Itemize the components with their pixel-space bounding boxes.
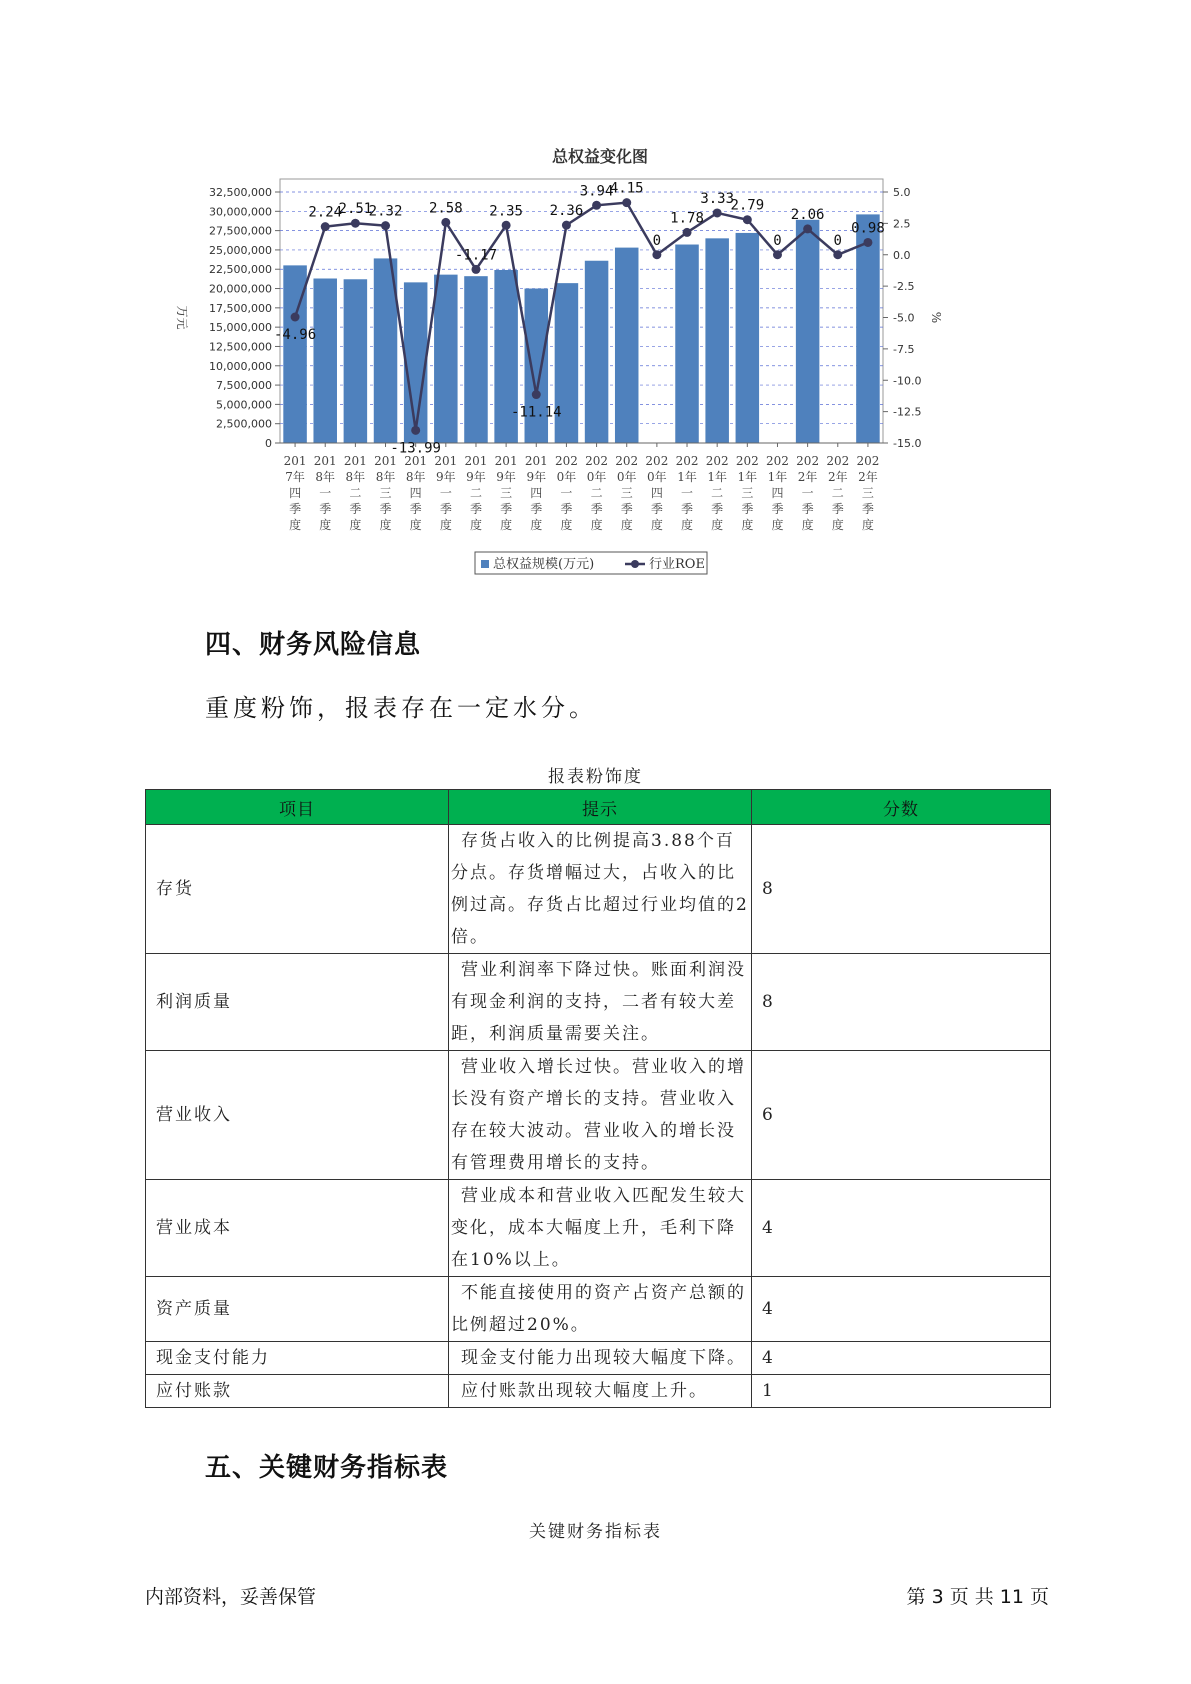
- y-right-tick-label: 2.5: [893, 217, 911, 231]
- x-tick-label: 201: [343, 454, 367, 468]
- risk-table: [145, 789, 1051, 1408]
- x-tick-label: 度: [590, 518, 603, 532]
- key-metrics-caption: 关键财务指标表: [529, 1522, 662, 1542]
- bar: [404, 282, 428, 443]
- roe-data-label: 2.35: [489, 203, 523, 220]
- bar: [313, 278, 337, 443]
- x-tick-label: 9年: [496, 470, 516, 484]
- x-tick-label: 201: [313, 454, 337, 468]
- roe-data-label: 4.15: [609, 180, 644, 197]
- x-tick-label: 9年: [526, 470, 547, 484]
- x-tick-label: 一: [801, 486, 814, 500]
- bar: [736, 233, 760, 443]
- x-tick-label: 202: [675, 454, 699, 468]
- roe-point: [562, 221, 571, 230]
- y-right-tick-label: 5.0: [893, 186, 911, 199]
- roe-data-label: -1.17: [454, 247, 498, 264]
- bar: [434, 275, 458, 443]
- roe-data-label: 2.06: [790, 206, 825, 223]
- y-right-axis-label: %: [929, 311, 943, 324]
- x-tick-label: 四: [409, 486, 422, 500]
- x-tick-label: 202: [796, 454, 820, 468]
- x-tick-label: 三: [861, 486, 874, 500]
- x-tick-label: 三: [500, 486, 513, 500]
- x-tick-label: 季: [711, 502, 724, 516]
- y-left-tick-label: 27,500,000: [209, 224, 272, 238]
- x-tick-label: 三: [379, 486, 392, 500]
- row-score: 1: [752, 1375, 1051, 1408]
- y-left-tick-label: 30,000,000: [209, 205, 272, 219]
- y-right-tick-label: -7.5: [893, 342, 915, 356]
- y-left-tick-label: 10,000,000: [209, 359, 272, 373]
- roe-data-label: 0: [773, 232, 782, 249]
- table-row: [146, 1375, 1051, 1408]
- x-tick-label: 度: [711, 518, 724, 532]
- legend-bar-swatch: [481, 560, 489, 568]
- row-item: 营业成本: [146, 1180, 449, 1277]
- y-right-tick-label: -12.5: [893, 405, 922, 419]
- row-item: 营业收入: [146, 1051, 449, 1180]
- legend-line-label: 行业ROE: [649, 557, 705, 572]
- y-left-tick-label: 17,500,000: [209, 301, 272, 315]
- x-tick-label: 度: [560, 518, 573, 532]
- bar: [705, 238, 729, 443]
- chart-svg: [170, 140, 1020, 595]
- x-tick-label: 二: [469, 486, 482, 500]
- x-tick-label: 201: [374, 454, 397, 468]
- section5-heading: 五、关键财务指标表: [205, 1453, 449, 1483]
- x-tick-label: 季: [560, 502, 573, 516]
- x-tick-label: 度: [349, 518, 362, 532]
- roe-data-label: 0.98: [851, 220, 885, 237]
- roe-point: [411, 426, 420, 435]
- x-tick-label: 二: [711, 486, 724, 500]
- legend-bar-label: 总权益规模(万元): [493, 557, 595, 572]
- y-left-tick-label: 12,500,000: [209, 340, 272, 354]
- legend-line-marker: [631, 560, 639, 568]
- roe-data-label: 3.94: [579, 183, 614, 200]
- x-tick-label: 度: [861, 518, 874, 532]
- x-tick-label: 202: [554, 454, 578, 468]
- row-tip: 存货占收入的比例提高3.88个百分点。存货增幅过大，占收入的比例过高。存货占比超过行业均值的2倍。: [449, 825, 752, 954]
- x-tick-label: 202: [705, 454, 729, 468]
- x-tick-label: 季: [771, 502, 784, 516]
- roe-data-label: 3.33: [700, 190, 735, 207]
- row-item: 资产质量: [146, 1277, 449, 1342]
- x-tick-label: 0年: [556, 470, 577, 484]
- roe-point: [833, 250, 842, 259]
- x-tick-label: 2年: [827, 470, 848, 484]
- x-tick-label: 8年: [375, 470, 396, 484]
- x-tick-label: 8年: [405, 470, 426, 484]
- x-tick-label: 一: [681, 486, 694, 500]
- x-tick-label: 一: [319, 486, 332, 500]
- roe-point: [532, 390, 541, 399]
- roe-data-label: 2.32: [368, 203, 403, 220]
- x-tick-label: 0年: [586, 470, 607, 484]
- x-tick-label: 季: [590, 502, 603, 516]
- roe-data-label: -13.99: [390, 440, 441, 457]
- row-score: 8: [752, 825, 1051, 954]
- row-tip: 营业成本和营业收入匹配发生较大变化，成本大幅度上升，毛利下降在10%以上。: [449, 1180, 752, 1277]
- y-right-tick-label: 0.0: [893, 248, 911, 262]
- row-item: 应付账款: [146, 1375, 449, 1408]
- y-right-tick-label: -10.0: [893, 374, 922, 388]
- x-tick-label: 季: [469, 502, 482, 516]
- x-tick-label: 季: [801, 502, 814, 516]
- section4-summary: 重度粉饰，报表存在一定水分。: [205, 694, 597, 722]
- y-left-axis-label: 万元: [175, 305, 189, 330]
- risk-table-header-row: [146, 790, 1051, 825]
- x-tick-label: 度: [801, 518, 814, 532]
- roe-data-label: 2.36: [549, 203, 584, 220]
- roe-data-label: 1.78: [670, 210, 704, 227]
- risk-table-caption: 报表粉饰度: [548, 767, 643, 787]
- x-tick-label: 季: [349, 502, 362, 516]
- roe-data-label: 2.51: [338, 201, 373, 218]
- y-left-tick-label: 0: [265, 437, 272, 450]
- x-tick-label: 201: [404, 454, 428, 468]
- x-tick-label: 度: [741, 518, 754, 532]
- header-score: 分数: [752, 790, 1051, 825]
- row-score: 6: [752, 1051, 1051, 1180]
- x-tick-label: 二: [590, 486, 603, 500]
- x-tick-label: 度: [439, 518, 452, 532]
- roe-point: [351, 219, 360, 228]
- roe-data-label: -11.14: [510, 404, 562, 421]
- row-item: 存货: [146, 825, 449, 954]
- bar: [796, 220, 820, 443]
- x-tick-label: 度: [620, 518, 633, 532]
- footer-confidential: 内部资料，妥善保管: [145, 1586, 317, 1608]
- roe-point: [652, 250, 661, 259]
- row-tip: 应付账款出现较大幅度上升。: [449, 1375, 752, 1408]
- x-tick-label: 9年: [436, 470, 456, 484]
- y-right-tick-label: -5.0: [893, 311, 915, 325]
- x-tick-label: 0年: [647, 470, 667, 484]
- section4-heading: 四、财务风险信息: [205, 630, 422, 660]
- x-tick-label: 季: [681, 502, 694, 516]
- roe-point: [291, 312, 300, 321]
- header-tip: 提示: [449, 790, 752, 825]
- x-tick-label: 季: [530, 502, 543, 516]
- bar: [344, 279, 368, 443]
- x-tick-label: 202: [856, 454, 880, 468]
- y-right-tick-label: -2.5: [893, 280, 915, 294]
- x-tick-label: 季: [379, 502, 392, 516]
- x-tick-label: 季: [289, 502, 302, 516]
- x-tick-label: 度: [379, 518, 392, 532]
- x-tick-label: 201: [464, 454, 488, 468]
- x-tick-label: 8年: [345, 470, 366, 484]
- x-tick-label: 四: [650, 486, 663, 500]
- table-row: [146, 954, 1051, 1051]
- x-tick-label: 季: [831, 502, 844, 516]
- bar: [585, 261, 609, 443]
- x-tick-label: 度: [469, 518, 482, 532]
- x-tick-label: 二: [831, 486, 844, 500]
- row-score: 4: [752, 1180, 1051, 1277]
- roe-point: [381, 221, 390, 230]
- x-tick-label: 202: [735, 454, 759, 468]
- roe-point: [863, 238, 872, 247]
- x-tick-label: 三: [620, 486, 633, 500]
- x-tick-label: 季: [319, 502, 332, 516]
- x-tick-label: 201: [494, 454, 518, 468]
- x-tick-label: 度: [319, 518, 332, 532]
- x-tick-label: 季: [861, 502, 874, 516]
- bar: [615, 248, 639, 443]
- x-tick-label: 季: [409, 502, 422, 516]
- x-tick-label: 度: [500, 518, 513, 532]
- x-tick-label: 201: [524, 454, 548, 468]
- x-tick-label: 9年: [466, 470, 486, 484]
- x-tick-label: 季: [741, 502, 754, 516]
- x-tick-label: 2年: [797, 470, 818, 484]
- row-tip: 不能直接使用的资产占资产总额的比例超过20%。: [449, 1277, 752, 1342]
- row-score: 4: [752, 1277, 1051, 1342]
- roe-point: [743, 215, 752, 224]
- x-tick-label: 202: [826, 454, 850, 468]
- roe-point: [773, 250, 782, 259]
- row-tip: 现金支付能力出现较大幅度下降。: [449, 1342, 752, 1375]
- roe-point: [321, 222, 330, 231]
- roe-point: [441, 218, 450, 227]
- x-tick-label: 度: [409, 518, 422, 532]
- x-tick-label: 0年: [616, 470, 637, 484]
- x-tick-label: 1年: [767, 470, 788, 484]
- roe-point: [803, 224, 812, 233]
- table-row: [146, 1342, 1051, 1375]
- roe-point: [502, 221, 511, 230]
- y-left-tick-label: 5,000,000: [216, 398, 272, 412]
- x-tick-label: 二: [349, 486, 362, 500]
- x-tick-label: 1年: [677, 470, 697, 484]
- y-left-tick-label: 2,500,000: [216, 417, 272, 431]
- row-item: 现金支付能力: [146, 1342, 449, 1375]
- footer-page-number: 第 3 页 共 11 页: [906, 1586, 1049, 1608]
- x-tick-label: 2年: [858, 470, 878, 484]
- roe-data-label: 0: [652, 232, 662, 249]
- row-tip: 营业收入增长过快。营业收入的增长没有资产增长的支持。营业收入存在较大波动。营业收入的增长没有管理费用增长的支持。: [449, 1051, 752, 1180]
- table-row: [146, 825, 1051, 954]
- row-score: 8: [752, 954, 1051, 1051]
- x-tick-label: 季: [500, 502, 513, 516]
- x-tick-label: 季: [620, 502, 633, 516]
- x-tick-label: 202: [585, 454, 609, 468]
- y-left-tick-label: 7,500,000: [216, 379, 272, 393]
- x-tick-label: 8年: [315, 470, 336, 484]
- roe-data-label: 0: [833, 232, 842, 249]
- row-score: 4: [752, 1342, 1051, 1375]
- chart-title: 总权益变化图: [551, 147, 649, 166]
- x-tick-label: 一: [439, 486, 452, 500]
- roe-point: [622, 198, 631, 207]
- header-item: 项目: [146, 790, 449, 825]
- x-tick-label: 季: [439, 502, 452, 516]
- row-tip: 营业利润率下降过快。账面利润没有现金利润的支持，二者有较大差距，利润质量需要关注。: [449, 954, 752, 1051]
- table-row: [146, 1180, 1051, 1277]
- roe-data-label: 2.58: [428, 200, 463, 217]
- x-tick-label: 202: [645, 454, 669, 468]
- table-row: [146, 1051, 1051, 1180]
- y-right-tick-label: -15.0: [893, 437, 922, 450]
- x-tick-label: 三: [741, 486, 754, 500]
- x-tick-label: 一: [560, 486, 573, 500]
- x-tick-label: 202: [615, 454, 639, 468]
- equity-change-chart: [170, 140, 1020, 595]
- x-tick-label: 度: [289, 518, 302, 532]
- x-tick-label: 7年: [285, 470, 305, 484]
- x-tick-label: 201: [283, 454, 307, 468]
- y-left-tick-label: 20,000,000: [209, 282, 272, 296]
- x-tick-label: 四: [289, 486, 302, 500]
- roe-point: [713, 208, 722, 217]
- bar: [675, 245, 699, 443]
- x-tick-label: 201: [434, 454, 458, 468]
- roe-point: [683, 228, 692, 237]
- table-row: [146, 1277, 1051, 1342]
- x-tick-label: 202: [766, 454, 789, 468]
- roe-data-label: 2.79: [730, 197, 765, 214]
- x-tick-label: 四: [530, 486, 543, 500]
- x-tick-label: 1年: [707, 470, 727, 484]
- y-left-tick-label: 15,000,000: [209, 321, 272, 335]
- x-tick-label: 1年: [737, 470, 758, 484]
- x-tick-label: 度: [771, 518, 784, 532]
- x-tick-label: 度: [831, 518, 844, 532]
- y-left-tick-label: 25,000,000: [209, 243, 272, 257]
- bar: [464, 276, 488, 443]
- roe-point: [592, 201, 601, 210]
- x-tick-label: 度: [650, 518, 663, 532]
- x-tick-label: 四: [771, 486, 784, 500]
- row-item: 利润质量: [146, 954, 449, 1051]
- x-tick-label: 季: [650, 502, 663, 516]
- y-left-tick-label: 22,500,000: [209, 263, 272, 277]
- x-tick-label: 度: [681, 518, 694, 532]
- roe-data-label: -4.96: [273, 326, 317, 343]
- bar: [856, 214, 880, 443]
- x-tick-label: 度: [530, 518, 543, 532]
- y-left-tick-label: 32,500,000: [209, 186, 272, 199]
- roe-data-label: 2.24: [308, 204, 343, 221]
- roe-point: [471, 265, 480, 274]
